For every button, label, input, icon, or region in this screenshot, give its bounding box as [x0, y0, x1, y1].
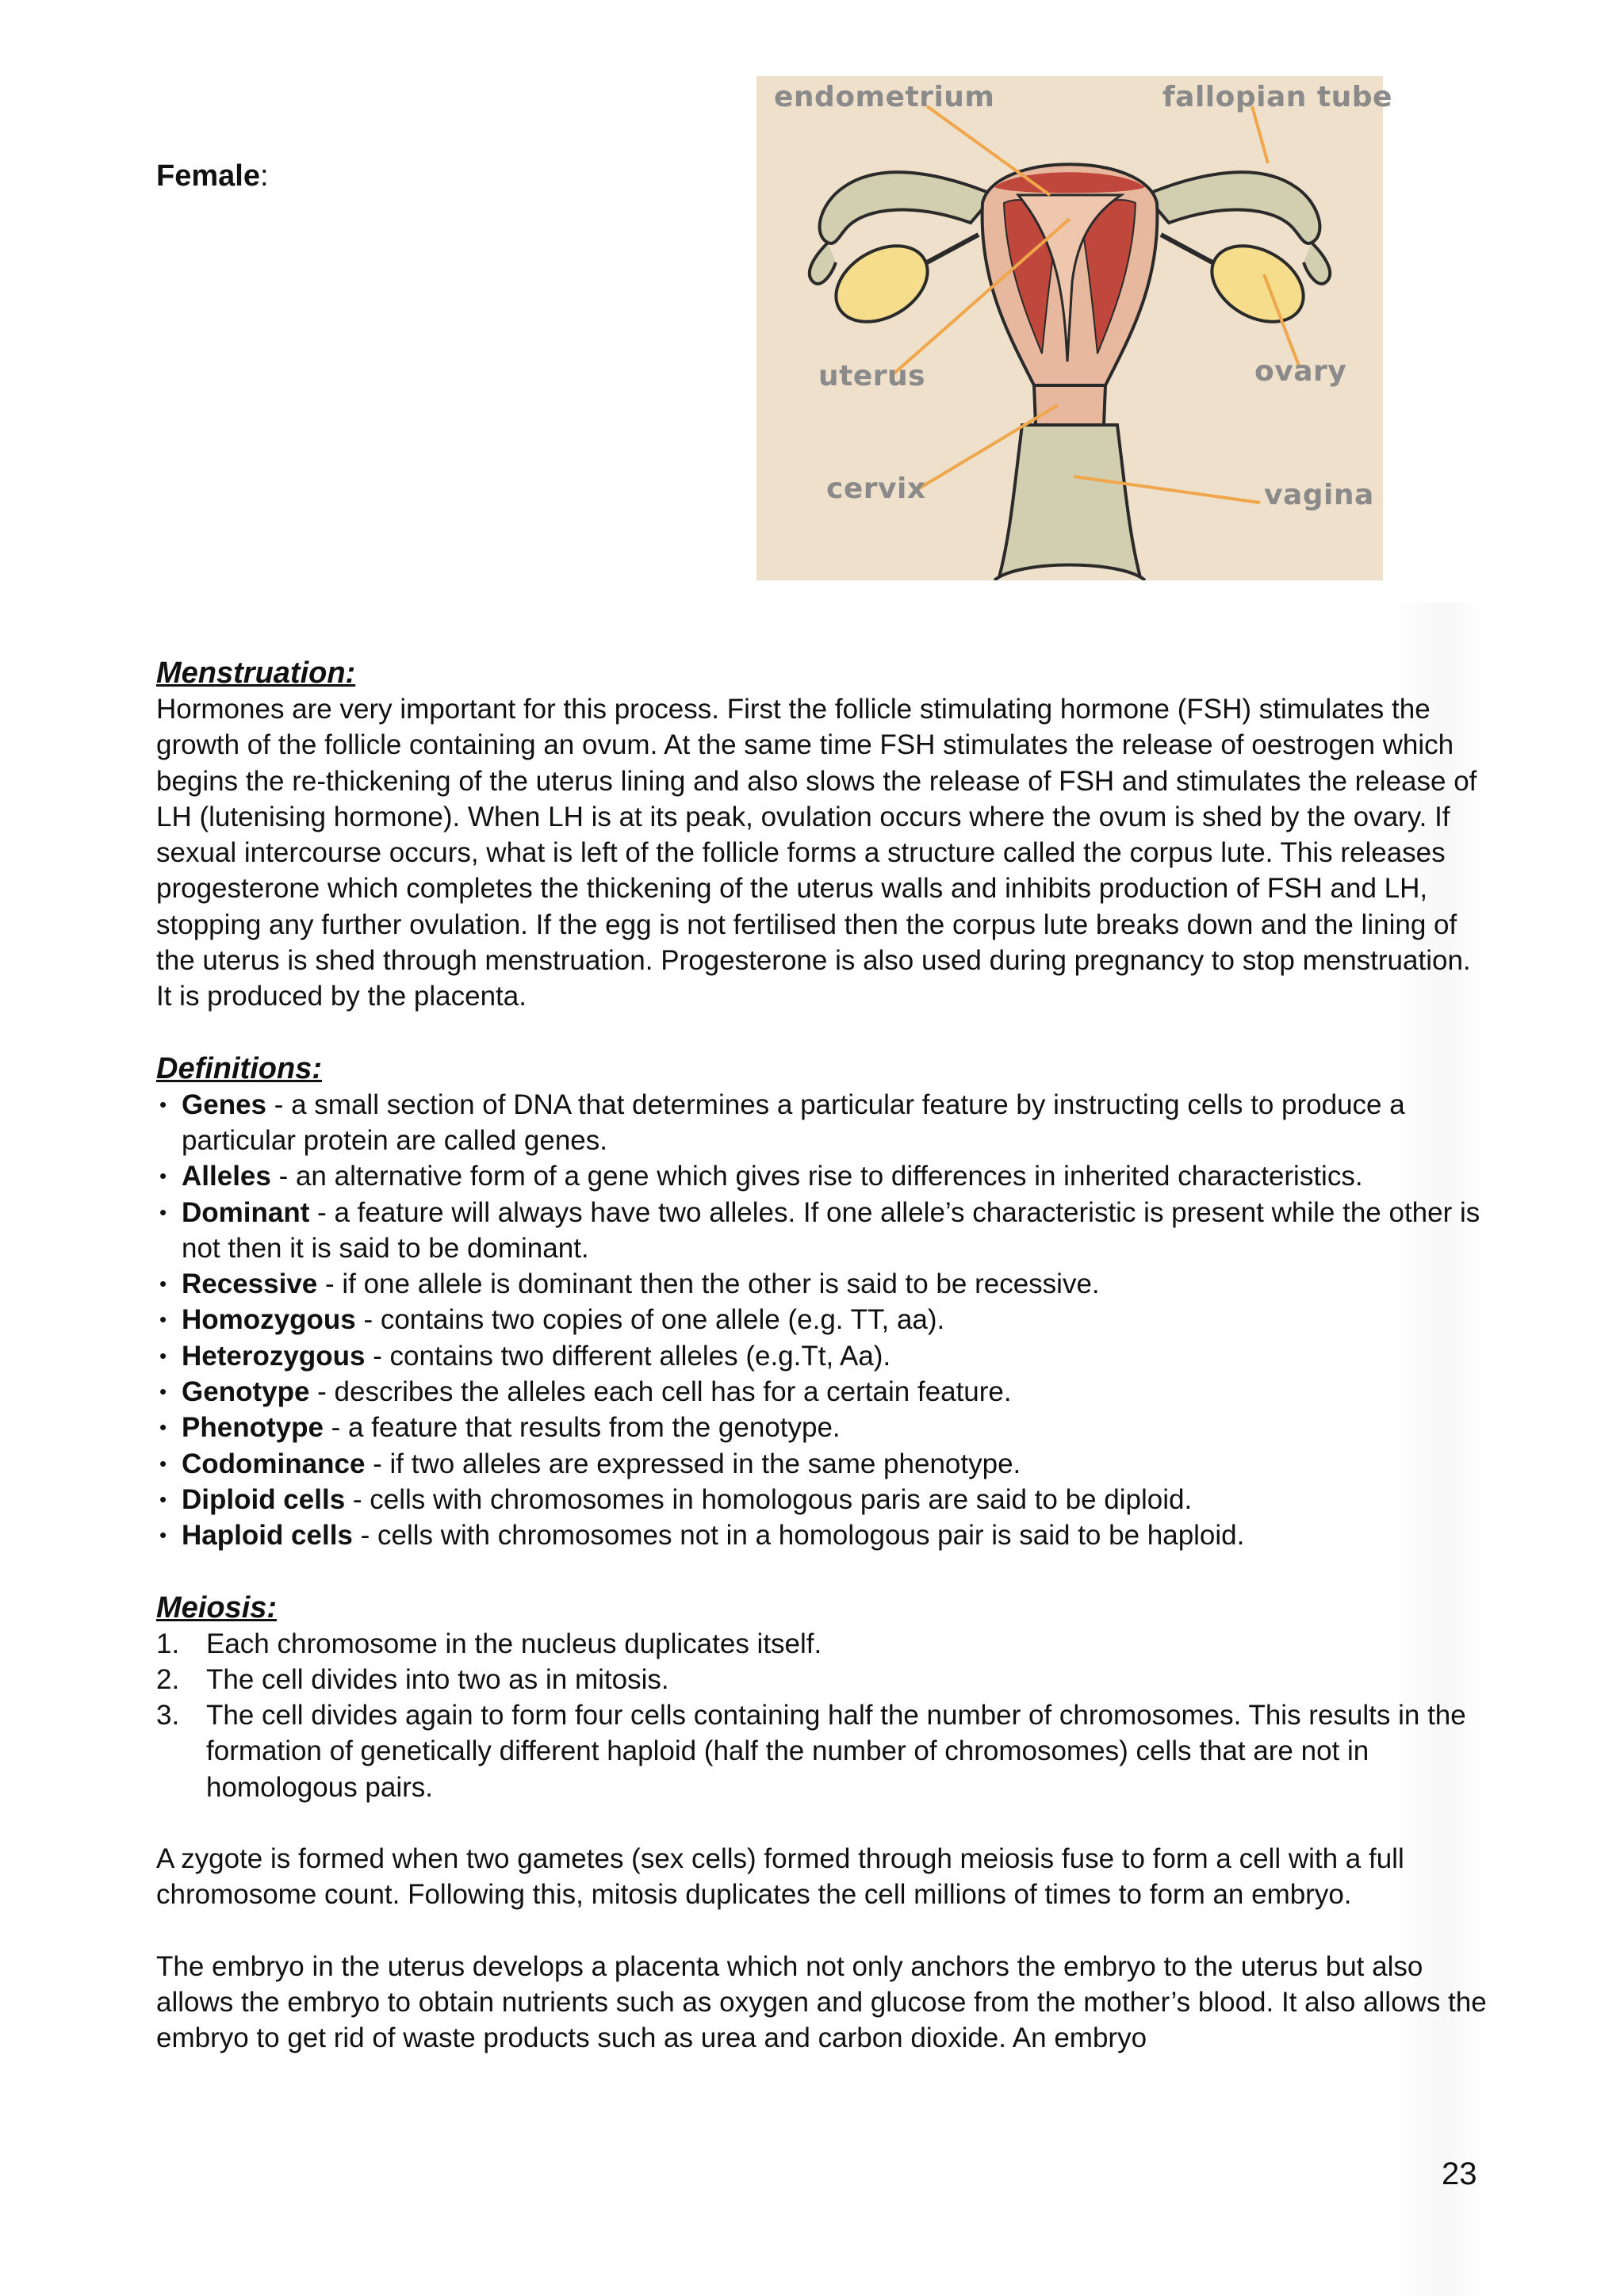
- zygote-paragraph: A zygote is formed when two gametes (sex cells) formed through meiosis fuse to form a cell with a full chromosome count. Following this, mitosis duplicates the cell millions of times to form an embryo.: [156, 1843, 1404, 1911]
- female-reproductive-diagram: [756, 76, 1392, 580]
- label-vagina: vagina: [1264, 479, 1374, 511]
- right-ligament: [1161, 235, 1212, 262]
- step-number: 2.: [156, 1663, 180, 1695]
- definition-text: - a feature that results from the genotype.: [323, 1412, 841, 1444]
- definition-text: - if two alleles are expressed in the same phenotype.: [365, 1448, 1021, 1479]
- definition-text: - contains two different alleles (e.g.Tt, Aa).: [365, 1340, 891, 1372]
- definition-text: - contains two copies of one allele (e.g. TT, aa).: [355, 1304, 945, 1336]
- page-content: [156, 655, 1488, 2057]
- menstruation-heading: Menstruation:: [156, 656, 356, 690]
- definitions-list: [156, 1087, 1488, 1554]
- definition-item: [156, 1338, 1488, 1374]
- definition-item: [156, 1410, 1488, 1445]
- step-text: The cell divides into two as in mitosis.: [206, 1663, 669, 1695]
- meiosis-heading: Meiosis:: [156, 1590, 278, 1624]
- definition-text: - cells with chromosomes not in a homologous pair is said to be haploid.: [352, 1520, 1245, 1552]
- definition-item: [156, 1087, 1488, 1159]
- right-fimbria: [1304, 243, 1330, 284]
- definition-item: [156, 1446, 1488, 1482]
- left-fimbria: [810, 243, 836, 284]
- definition-text: - a small section of DNA that determines a particular feature by instructing cells to produce a particular protein are called genes.: [182, 1089, 1405, 1156]
- label-uterus: uterus: [818, 360, 926, 392]
- right-ovary: [1198, 231, 1316, 338]
- definition-text: - an alternative form of a gene which gives rise to differences in inherited characteristics.: [270, 1161, 1363, 1192]
- meiosis-steps: [156, 1626, 1488, 1805]
- definition-item: [156, 1374, 1488, 1410]
- definitions-heading: Definitions:: [156, 1051, 322, 1085]
- definition-term: Haploid cells: [182, 1520, 353, 1552]
- left-ovary: [822, 231, 940, 338]
- pointer-fallopian-tube: [1252, 106, 1268, 163]
- definition-term: Phenotype: [182, 1412, 324, 1444]
- left-fallopian-tube: [820, 172, 994, 243]
- definition-term: Homozygous: [182, 1304, 356, 1336]
- definition-term: Alleles: [182, 1161, 271, 1192]
- spacer: [156, 1913, 1488, 1949]
- definition-text: - a feature will always have two alleles. If one allele’s characteristic is present while the other is not then it is said to be dominant.: [182, 1196, 1480, 1264]
- step-text: The cell divides again to form four cells containing half the number of chromosomes. This results in the formation of genetically different haploid (half the number of chromosomes) cells that are not in homologous pairs.: [206, 1700, 1466, 1803]
- definition-item: [156, 1195, 1488, 1267]
- definition-text: - if one allele is dominant then the other is said to be recessive.: [317, 1269, 1100, 1300]
- cervix-neck: [1034, 385, 1105, 425]
- female-label-strong: Female: [156, 159, 260, 193]
- label-cervix: cervix: [826, 473, 926, 505]
- definition-text: - describes the alleles each cell has for a certain feature.: [309, 1376, 1012, 1408]
- label-ovary: ovary: [1254, 355, 1347, 388]
- definition-item: [156, 1158, 1488, 1194]
- female-label-colon: :: [259, 159, 269, 193]
- meiosis-step: [156, 1626, 1488, 1662]
- step-text: Each chromosome in the nucleus duplicates itself.: [206, 1628, 822, 1659]
- meiosis-step: [156, 1697, 1488, 1805]
- definition-term: Dominant: [182, 1196, 310, 1228]
- spacer: [156, 1015, 1488, 1050]
- page-number: 23: [1442, 2156, 1477, 2191]
- spacer: [156, 1554, 1488, 1590]
- definition-item: [156, 1266, 1488, 1302]
- step-number: 1.: [156, 1628, 180, 1659]
- definition-term: Recessive: [182, 1269, 318, 1300]
- left-ligament: [927, 235, 979, 262]
- menstruation-paragraph: Hormones are very important for this process. First the follicle stimulating hormone (FSH) stimulates the growth of the follicle containing an ovum. At the same time FSH stimulates the release of oestrogen which begins the re-thickening of the uterus lining and also slows the release of FSH and stimulates the release of LH (lutenising hormone). When LH is at its peak, ovulation occurs where the ovum is shed by the ovary. If sexual intercourse occurs, what is left of the follicle forms a structure called the corpus lute. This releases progesterone which completes the thickening of the uterus walls and inhibits production of FSH and LH, stopping any further ovulation. If the egg is not fertilised then the corpus lute breaks down and the lining of the uterus is shed through menstruation. Progesterone is also used during pregnancy to stop menstruation. It is produced by the placenta.: [156, 694, 1477, 1012]
- definition-term: Heterozygous: [182, 1340, 366, 1372]
- embryo-paragraph: The embryo in the uterus develops a placenta which not only anchors the embryo to the uterus but also allows the embryo to obtain nutrients such as oxygen and glucose from the mother’s blood. It also allows the embryo to get rid of waste products such as urea and carbon dioxide. An embryo: [156, 1950, 1487, 2054]
- spacer: [156, 1805, 1488, 1841]
- label-endometrium: endometrium: [774, 81, 995, 113]
- vagina-canal: [998, 425, 1141, 580]
- definition-term: Codominance: [182, 1448, 366, 1479]
- step-number: 3.: [156, 1700, 180, 1732]
- definition-term: Genes: [182, 1089, 266, 1120]
- definition-item: [156, 1302, 1488, 1337]
- meiosis-step: [156, 1662, 1488, 1697]
- definition-item: [156, 1482, 1488, 1517]
- definition-term: Diploid cells: [182, 1483, 346, 1515]
- right-fallopian-tube: [1145, 172, 1320, 243]
- label-fallopian-tube: fallopian tube: [1162, 81, 1392, 113]
- definition-item: [156, 1517, 1488, 1553]
- definition-text: - cells with chromosomes in homologous paris are said to be diploid.: [345, 1483, 1193, 1515]
- female-label: [156, 159, 269, 193]
- definition-term: Genotype: [182, 1376, 310, 1408]
